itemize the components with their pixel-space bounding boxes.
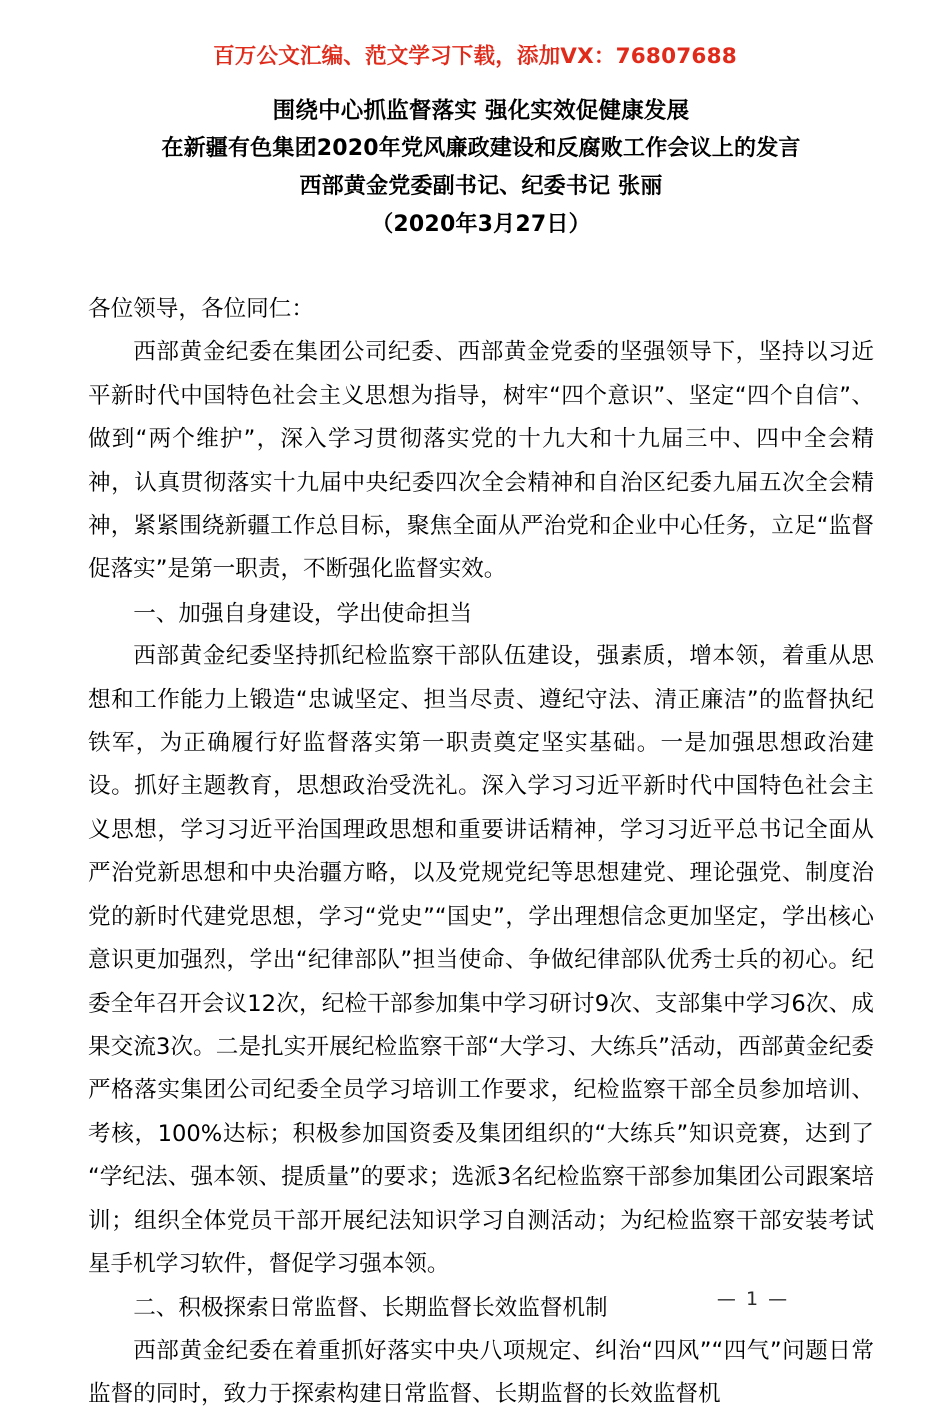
document-title-block: [88, 92, 874, 244]
document-title-line-1: 围绕中心抓监督落实 强化实效促健康发展: [272, 98, 690, 124]
page-number: — 1 —: [716, 1288, 790, 1310]
title-spacer: [88, 244, 874, 288]
section-heading-1: 一、加强自身建设，学出使命担当: [133, 600, 473, 626]
document-title-line-3: 西部黄金党委副书记、纪委书记 张丽: [299, 174, 663, 199]
paragraph-section-2: 西部黄金纪委在着重抓好落实中央八项规定、纠治“四风”“四气”问题日常监督的同时，致力于探索构建日常监督、长期监督的长效监督机: [88, 1337, 874, 1408]
document-title-line-2: 在新疆有色集团2020年党风廉政建设和反腐败工作会议上的发言: [161, 136, 801, 161]
paragraph-intro: 西部黄金纪委在集团公司纪委、西部黄金党委的坚强领导下，坚持以习近平新时代中国特色社会主义思想为指导，树牢“四个意识”、坚定“四个自信”、做到“两个维护”，深入学习贯彻落实党的十九大和十九届三中、四中全会精神，认真贯彻落实十九届中央纪委四次全会精神和自治区纪委九届五次全会精神，紧紧围绕新疆工作总目标，聚焦全面从严治党和企业中心任务，立足“监督促落实”是第一职责，不断强化监督实效。: [88, 339, 874, 583]
salutation: 各位领导，各位同仁：: [88, 296, 314, 322]
paragraph-section-1: 西部黄金纪委坚持抓纪检监察干部队伍建设，强素质，增本领，着重从思想和工作能力上锻造“忠诚坚定、担当尽责、遵纪守法、清正廉洁”的监督执纪铁军，为正确履行好监督落实第一职责奠定坚实基础。一是加强思想政治建设。抓好主题教育，思想政治受洗礼。深入学习习近平新时代中国特色社会主义思想，学习习近平治国理政思想和重要讲话精神，学习习近平总书记全面从严治党新思想和中央治疆方略，以及党规党纪等思想建党、理论强党、制度治党的新时代建党思想，学习“党史”“国史”，学出理想信念更加坚定，学出核心意识更加强烈，学出“纪律部队”担当使命、争做纪律部队优秀士兵的初心。纪委全年召开会议12次，纪检干部参加集中学习研讨9次、支部集中学习6次、成果交流3次。二是扎实开展纪检监察干部“大学习、大练兵”活动，西部黄金纪委严格落实集团公司纪委全员学习培训工作要求，纪检监察干部全员参加培训、考核，100%达标；积极参加国资委及集团组织的“大练兵”知识竞赛，达到了“学纪法、强本领、提质量”的要求；选派3名纪检监察干部参加集团公司跟案培训；组织全体党员干部开展纪法知识学习自测活动；为纪检监察干部安装考试星手机学习软件，督促学习强本领。: [88, 643, 874, 1277]
document-body: [88, 92, 874, 1417]
section-heading-2: 二、积极探索日常监督、长期监督长效监督机制: [133, 1295, 608, 1321]
document-title-date: （2020年3月27日）: [371, 212, 591, 237]
page-footer: [0, 1288, 950, 1310]
promo-banner: 百万公文汇编、范文学习下载，添加VX：76807688: [213, 44, 737, 69]
